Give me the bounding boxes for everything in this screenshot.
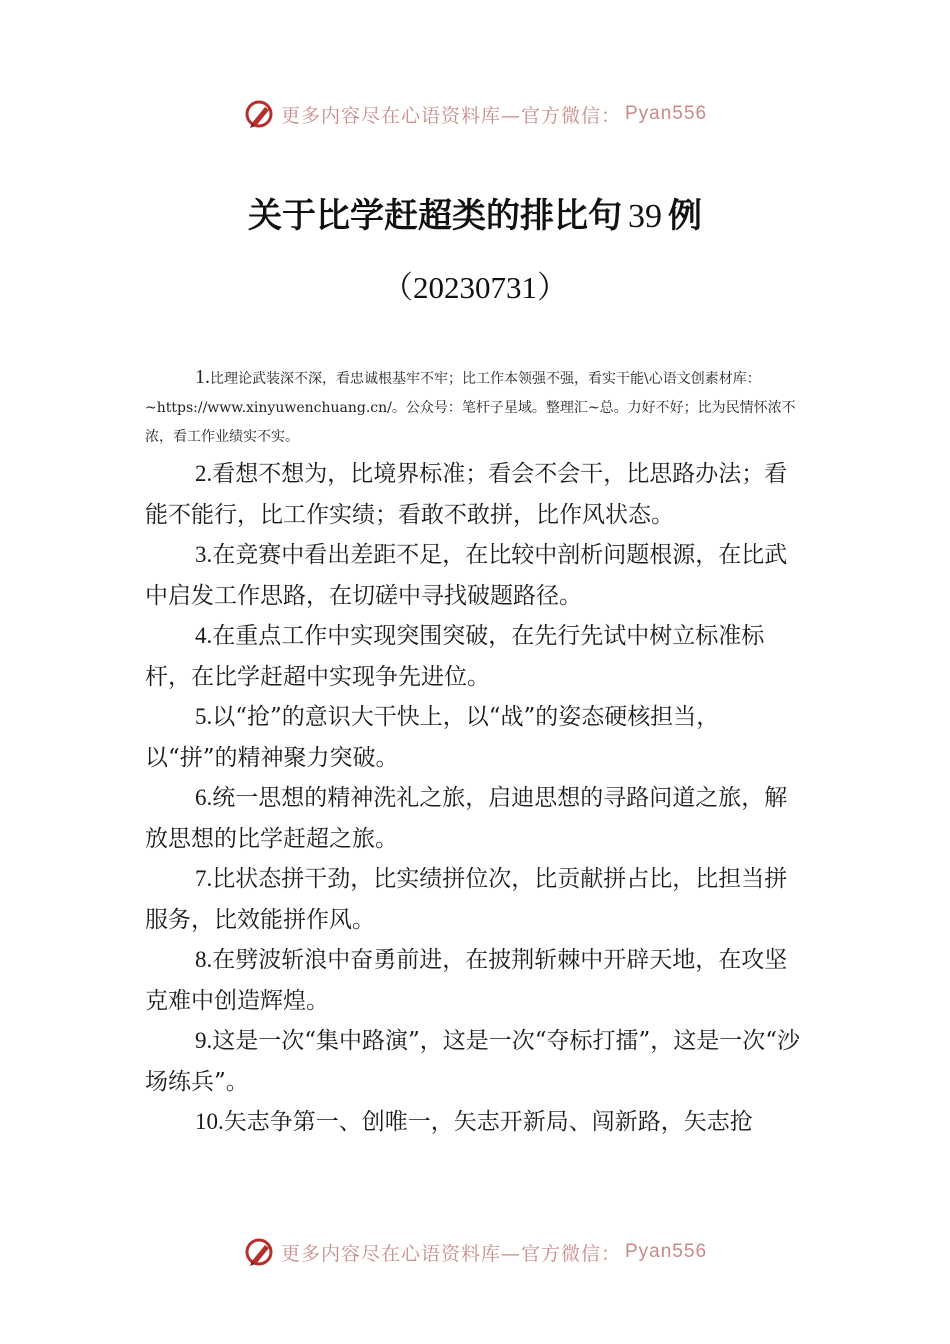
list-item: 10.矢志争第一、创唯一，矢志开新局、闯新路，矢志抢 (195, 1109, 753, 1135)
wechat-id: Pyan556 (625, 103, 708, 124)
title-count: 39 (628, 198, 662, 235)
list-item: 9.这是一次“集中路演”，这是一次“夺标打擂”，这是一次“沙场练兵”。 (145, 1028, 801, 1095)
pen-logo-icon (243, 1235, 277, 1269)
wechat-id: Pyan556 (625, 1241, 708, 1262)
list-item: 5.以“抢”的意识大干快上，以“战”的姿态硬核担当，以“拼”的精神聚力突破。 (145, 704, 720, 771)
document-date: （20230731） (382, 270, 568, 305)
list-item: 8.在劈波斩浪中奋勇前进，在披荆斩棘中开辟天地，在攻坚克难中创造辉煌。 (145, 947, 788, 1014)
list-item: 3.在竞赛中看出差距不足，在比较中剖析问题根源，在比武中启发工作思路，在切磋中寻找破题路径。 (145, 542, 788, 609)
list-item: 6.统一思想的精神洗礼之旅，启迪思想的寻路问道之旅，解放思想的比学赶超之旅。 (145, 785, 788, 852)
header-banner (0, 94, 950, 134)
list-item: 7.比状态拼干劲，比实绩拼位次，比贡献拼占比，比担当拼服务，比效能拼作风。 (145, 866, 788, 933)
sentence-list (145, 363, 810, 1143)
banner-text: 更多内容尽在心语资料库—官方微信： (280, 1242, 621, 1265)
list-item: 1.比理论武装深不深，看忠诚根基牢不牢；比工作本领强不强，看实干能\心语文创素材库：~https://www.xinyuwenchuang.cn/。公众号：笔杆子星域。整理汇~总。力好不好；比为民情怀浓不浓，看工作业绩实不实。 (145, 366, 796, 445)
pen-logo-icon (243, 97, 277, 131)
list-item: 2.看想不想为，比境界标准；看会不会干，比思路办法；看能不能行，比工作实绩；看敢不敢拼，比作风状态。 (145, 461, 788, 528)
list-item: 4.在重点工作中实现突围突破，在先行先试中树立标准标杆，在比学赶超中实现争先进位。 (145, 623, 765, 690)
title-main: 关于比学赶超类的排比句 (248, 196, 622, 236)
page-title (0, 188, 950, 237)
banner-text: 更多内容尽在心语资料库—官方微信： (280, 104, 621, 127)
footer-banner (0, 1232, 950, 1272)
title-suffix: 例 (668, 196, 702, 236)
